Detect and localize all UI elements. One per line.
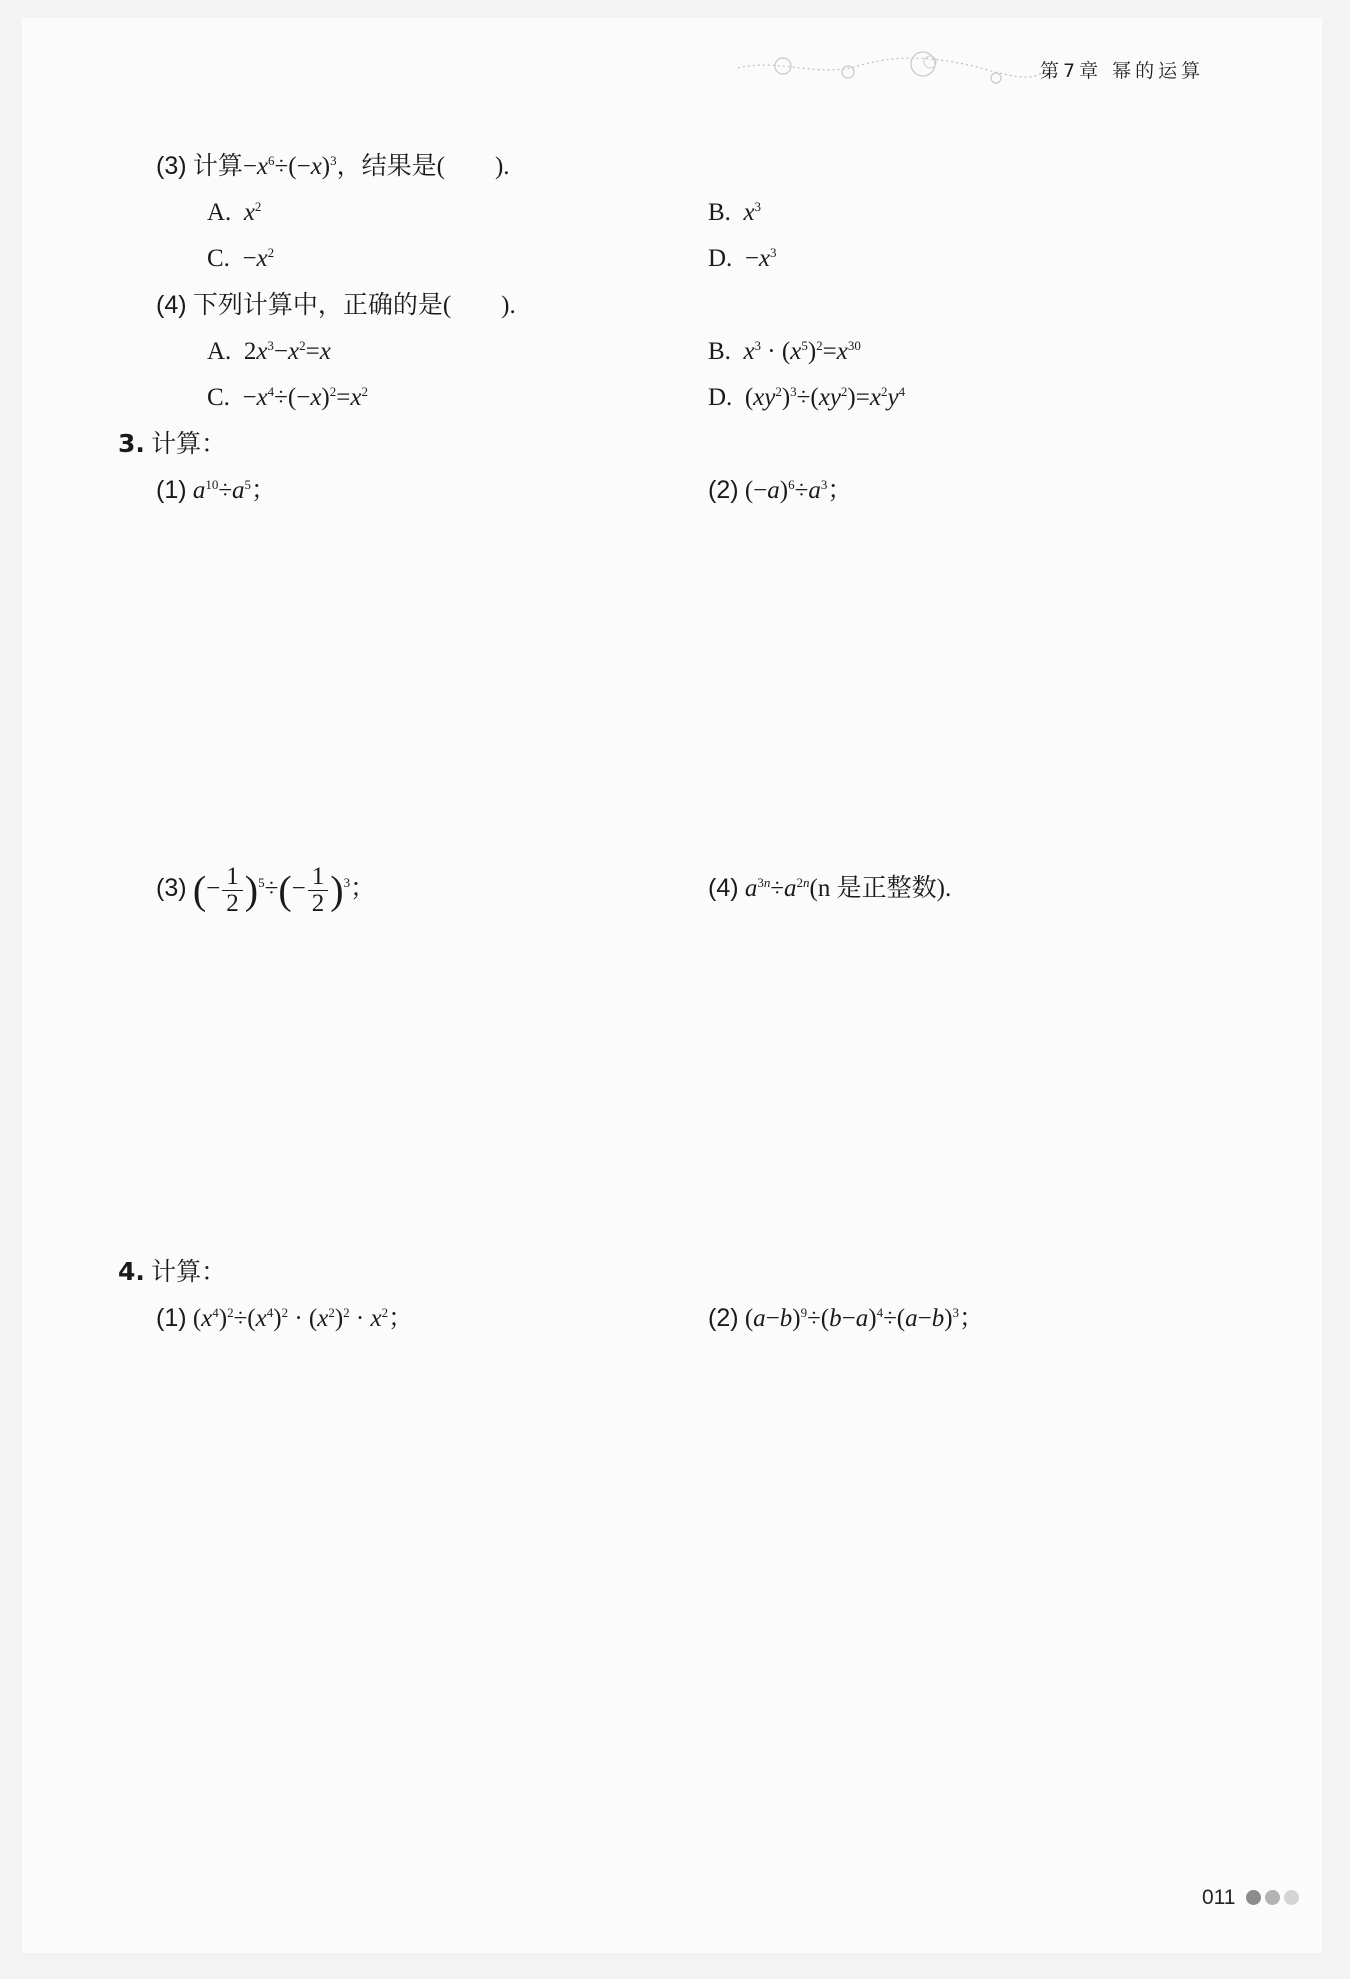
q3-part4: (4) $a^{3n}\div a^{2n}(n$ 是正整数). — [708, 874, 952, 902]
option-letter: C. — [207, 245, 230, 272]
option-letter: D. — [708, 245, 733, 272]
q2-part3-option-c: C. $-x^2$ — [207, 245, 275, 272]
q4-title: 计算： — [151, 1259, 227, 1286]
fraction-one-half: $\frac{1}{2}$ — [308, 864, 329, 917]
option-letter: D. — [708, 384, 733, 411]
q2-part4-stem-text: 下列计算中，正确的是( ). — [192, 292, 516, 319]
option-letter: A. — [207, 199, 232, 226]
page-number: 011 — [1202, 1886, 1236, 1909]
q4-part1: (1) $(x^4)^2\div(x^4)^2 \cdot (x^2)^2 \cdot x^2$； — [156, 1304, 414, 1332]
option-letter: C. — [207, 384, 230, 411]
q2-part4-label: (4) — [156, 291, 187, 319]
chapter-title: 第7章 幂的运算 — [1040, 60, 1205, 82]
q4-heading — [118, 1257, 226, 1288]
q2-part3-stem-post: ，结果是( ). — [336, 153, 510, 180]
q4-part2: (2) $(a-b)^9\div(b-a)^4\div(a-b)^3$； — [708, 1304, 985, 1332]
q2-part3-option-d: D. $-x^3$ — [708, 245, 777, 272]
q2-part4-option-b: B. $x^3 \cdot (x^5)^2=x^{30}$ — [708, 338, 861, 365]
q3-part4-label: (4) — [708, 874, 739, 902]
page-dot-2 — [1265, 1890, 1280, 1905]
option-letter: A. — [207, 338, 232, 365]
page-dot-3 — [1284, 1890, 1299, 1905]
q3-part1: (1) $a^{10}\div a^5$； — [156, 476, 277, 504]
q3-part2: (2) $(-a)^6\div a^3$； — [708, 476, 853, 504]
q4-part1-label: (1) — [156, 1304, 187, 1332]
q2-part4-option-c: C. $-x^4\div(-x)^2=x^2$ — [207, 384, 368, 411]
q3-part4-note: (n 是正整数). — [809, 875, 952, 902]
q2-part3-label: (3) — [156, 152, 187, 180]
q4-number: 4. — [118, 1257, 145, 1286]
q3-title: 计算： — [151, 431, 227, 458]
q2-part4-option-a: A. $2x^3-x^2=x$ — [207, 338, 331, 365]
q2-part3-option-b: B. $x^3$ — [708, 199, 762, 226]
header-decoration — [738, 48, 1048, 88]
q2-part3-option-a: A. $x^2$ — [207, 199, 262, 226]
q3-part1-label: (1) — [156, 476, 187, 504]
q2-part3-stem: (3) 计算$-x^6\div(-x)^3$，结果是( ). — [156, 152, 510, 180]
q2-part4-stem — [156, 290, 516, 321]
page-dot-1 — [1246, 1890, 1261, 1905]
q3-part3: (3) (− $\frac{1}{2}$ )$^5$÷(− $\frac{1}{2}$ )$^3$； — [156, 862, 376, 917]
q3-part3-label: (3) — [156, 874, 187, 902]
q3-number: 3. — [118, 429, 145, 458]
q3-heading — [118, 429, 226, 460]
option-letter: B. — [708, 199, 731, 226]
q2-part3-stem-pre: 计算− — [192, 153, 257, 180]
q3-part2-label: (2) — [708, 476, 739, 504]
option-letter: B. — [708, 338, 731, 365]
q4-part2-label: (2) — [708, 1304, 739, 1332]
fraction-one-half: $\frac{1}{2}$ — [222, 864, 243, 917]
q2-part4-option-d: D. $(xy^2)^3\div(xy^2)=x^2y^4$ — [708, 384, 906, 411]
